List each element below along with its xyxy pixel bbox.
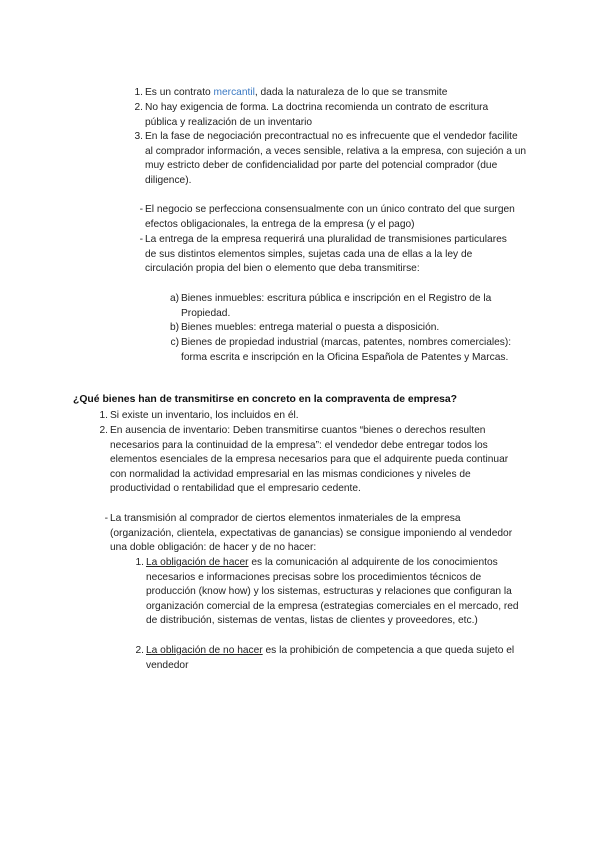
sublist-item-2-text: La obligación de no hacer es la prohibición de competencia a que queda sujeto el vendedor — [146, 645, 515, 671]
obligation-not-do-term: La obligación de no hacer — [146, 645, 263, 656]
sublist-item-1-text: La obligación de hacer es la comunicación al adquirente de los conocimientos necesarios e informaciones precisas sobre los procedimientos técnicos de producción (know how) y los sistemas, estructuras y relaciones que configuran la organización comercial de la empresa (estrategias comerciales en el mercado, red de distribución, sistemas de ventas, listas de clientes y proveedores, etc.) — [146, 557, 519, 626]
list1-item-3-text: En la fase de negociación precontractual no es infrecuente que el vendedor facilite al comprador información, a veces sensible, relativa a la empresa, con sujeción a un muy estricto deber de confidencialidad por parte del potencial comprador (due diligence). — [145, 131, 527, 186]
dash1-item-1 — [139, 203, 515, 232]
dash2-item-text: La transmisión al comprador de ciertos elementos inmateriales de la empresa (organización, clientela, expectativas de ganancias) se consigue imponiendo al vendedor una doble obligación: de hacer y de no hacer: — [110, 513, 513, 553]
list-marker: 2. — [99, 425, 108, 436]
dash-marker: - — [104, 513, 108, 524]
list2-item-2 — [99, 424, 525, 497]
list2-item-1-text: Si existe un inventario, los incluidos en él. — [110, 410, 299, 421]
obligation-do-term: La obligación de hacer — [146, 557, 249, 568]
alpha-item-a — [169, 292, 523, 321]
list-marker: 2. — [135, 645, 144, 656]
list2-item-1 — [99, 409, 525, 424]
list1-item-2 — [134, 101, 515, 130]
alpha-item-c-text: Bienes de propiedad industrial (marcas, patentes, nombres comerciales): forma escrita e inscripción en la Oficina Española de Patentes y Marcas. — [181, 337, 512, 363]
mercantil-link[interactable]: mercantil — [213, 87, 255, 98]
list2-item-2-text: En ausencia de inventario: Deben transmitirse cuantos “bienes o derechos resulten necesarios para la continuidad de la empresa”: el vendedor debe entregar todos los elementos esenciales de la empresa necesarios para que el adquirente pueda continuar con normalidad la actividad empresarial en las mismas condiciones y niveles de productividad o rentabilidad que el empresario cedente. — [110, 425, 509, 494]
alpha-marker: a) — [169, 293, 179, 304]
alpha-item-b — [169, 321, 523, 336]
sublist-item-1 — [135, 556, 526, 629]
dash1-item-1-text: El negocio se perfecciona consensualmente con un único contrato del que surgen efectos obligacionales, la entrega de la empresa (y el pago) — [145, 204, 515, 230]
section-heading: ¿Qué bienes han de transmitirse en concreto en la compraventa de empresa? — [73, 394, 458, 405]
list1-item-2-text: No hay exigencia de forma. La doctrina recomienda un contrato de escritura pública y realización de un inventario — [145, 102, 489, 128]
list-marker: 1. — [99, 410, 108, 421]
alpha-item-c — [170, 336, 523, 365]
list-marker: 3. — [134, 131, 143, 142]
alpha-item-a-text: Bienes inmuebles: escritura pública e inscripción en el Registro de la Propiedad. — [181, 293, 492, 319]
list-marker: 2. — [134, 102, 143, 113]
list1-item-1-text: Es un contrato mercantil, dada la naturaleza de lo que se transmite — [145, 87, 448, 98]
list-marker: 1. — [134, 87, 143, 98]
list1-item-1 — [134, 86, 515, 101]
dash2-item — [104, 512, 525, 556]
alpha-marker: b) — [169, 322, 179, 333]
list-marker: 1. — [135, 557, 144, 568]
list1-item-3 — [134, 130, 528, 188]
dash1-item-2-text: La entrega de la empresa requerirá una pluralidad de transmisiones particulares de sus distintos elementos simples, sujetas cada una de ellas a la ley de circulación propia del bien o elemento que deba transmitirse: — [145, 234, 507, 274]
sublist-item-2 — [135, 644, 526, 673]
dash-marker: - — [139, 204, 143, 215]
alpha-marker: c) — [170, 337, 179, 348]
alpha-item-b-text: Bienes muebles: entrega material o puesta a disposición. — [181, 322, 440, 333]
dash1-item-2 — [139, 233, 520, 277]
dash-marker: - — [139, 234, 143, 245]
